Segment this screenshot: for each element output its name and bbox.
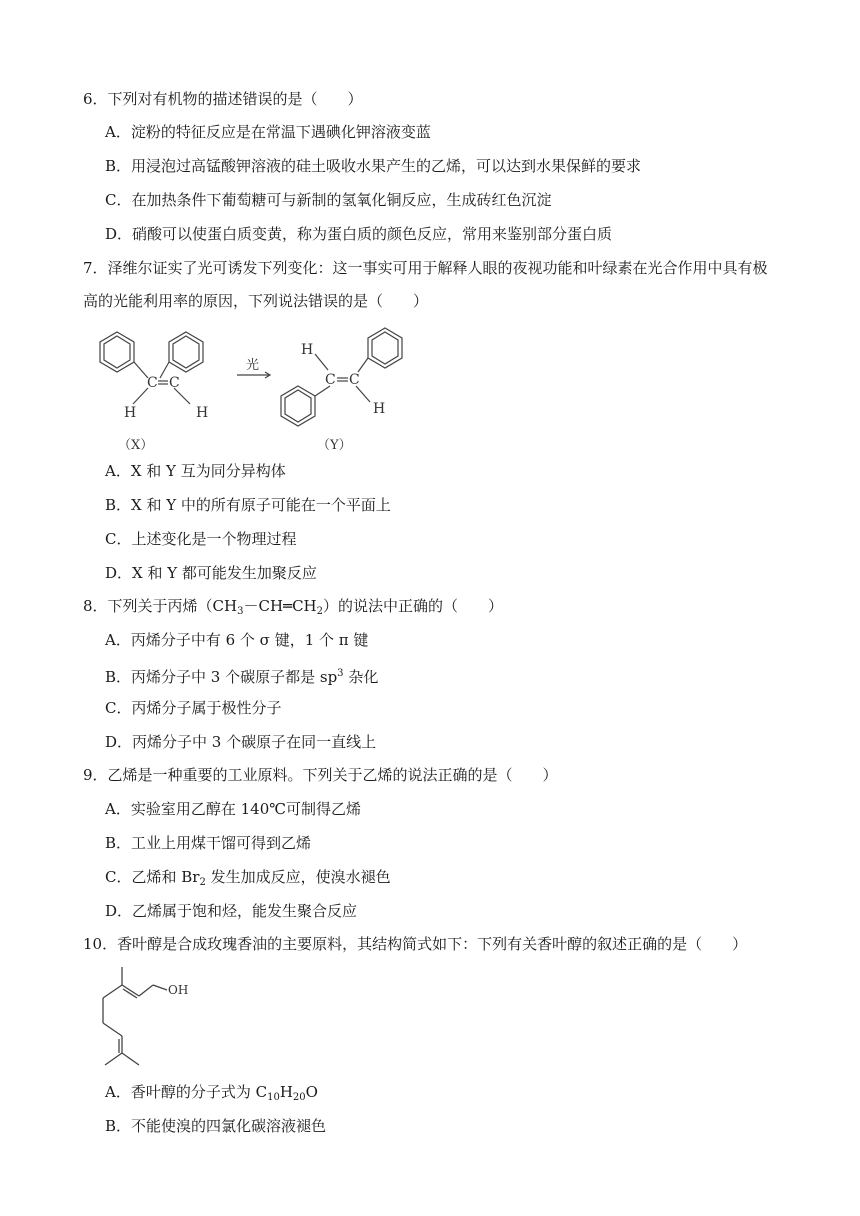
q8-option-c: C．丙烯分子属于极性分子 — [105, 699, 282, 717]
x-atom-h1: H — [124, 405, 137, 421]
q7-stem-line1: 7．泽维尔证实了光可诱发下列变化：这一事实可用于解释人眼的夜视功能和叶绿素在光合作用中具有极 — [83, 259, 768, 277]
geraniol-structure-figure — [95, 963, 205, 1073]
q6-option-c: C．在加热条件下葡萄糖可与新制的氢氧化铜反应，生成砖红色沉淀 — [105, 191, 552, 209]
oh-group-label: OH — [168, 983, 189, 997]
q7-option-b: B．X 和 Y 中的所有原子可能在一个平面上 — [105, 496, 391, 514]
y-atom-c1: C — [325, 372, 336, 388]
q6-stem: 6．下列对有机物的描述错误的是（ ） — [83, 90, 363, 108]
q7-option-a: A．X 和 Y 互为同分异构体 — [105, 462, 286, 480]
y-atom-h1: H — [301, 342, 314, 358]
q6-option-b: B．用浸泡过高锰酸钾溶液的硅土吸收水果产生的乙烯，可以达到水果保鲜的要求 — [105, 157, 642, 175]
q9-option-c: C．乙烯和 $Br_2$ 发生加成反应，使溴水褪色 — [105, 868, 391, 888]
q8-stem: 8．下列关于丙烯$(CH_3-CH═CH_2)$的说法中正确的（ ） — [83, 597, 504, 617]
q10-option-a: A．香叶醇的分子式为 $C_{10}H_{20}O$ — [105, 1083, 318, 1103]
q7-option-c: C．上述变化是一个物理过程 — [105, 530, 297, 548]
y-atom-c2: C — [349, 372, 360, 388]
q6-option-a: A．淀粉的特征反应是在常温下遇碘化钾溶液变蓝 — [105, 123, 431, 141]
q9-option-d: D．乙烯属于饱和烃，能发生聚合反应 — [105, 902, 358, 920]
label-y: （Y） — [317, 438, 352, 453]
x-atom-c1: C — [147, 375, 158, 391]
q10-option-b: B．不能使溴的四氯化碳溶液褪色 — [105, 1117, 327, 1135]
q8-option-d: D．丙烯分子中 3 个碳原子在同一直线上 — [105, 733, 377, 751]
q6-option-d: D．硝酸可以使蛋白质变黄，称为蛋白质的颜色反应，常用来鉴别部分蛋白质 — [105, 225, 613, 243]
q7-stem-line2: 高的光能利用率的原因，下列说法错误的是（ ） — [83, 292, 429, 310]
q9-option-b: B．工业上用煤干馏可得到乙烯 — [105, 834, 312, 852]
q8-option-a: A．丙烯分子中有 6 个 σ 键，1 个 π 键 — [105, 631, 369, 649]
q9-option-a: A．实验室用乙醇在 140℃可制得乙烯 — [105, 800, 362, 818]
x-atom-c2: C — [169, 375, 180, 391]
label-x: （X） — [118, 438, 154, 453]
y-atom-h2: H — [373, 401, 386, 417]
q8-option-b: B．丙烯分子中 3 个碳原子都是 $sp^3$ 杂化 — [105, 668, 379, 686]
q7-option-d: D．X 和 Y 都可能发生加聚反应 — [105, 564, 317, 582]
stilbene-isomerization-figure — [90, 322, 420, 456]
x-atom-h2: H — [196, 405, 209, 421]
arrow-label: 光 — [246, 358, 260, 373]
q10-stem: 10．香叶醇是合成玫瑰香油的主要原料，其结构简式如下：下列有关香叶醇的叙述正确的是（ ） — [83, 935, 748, 953]
q9-stem: 9．乙烯是一种重要的工业原料。下列关于乙烯的说法正确的是（ ） — [83, 766, 558, 784]
